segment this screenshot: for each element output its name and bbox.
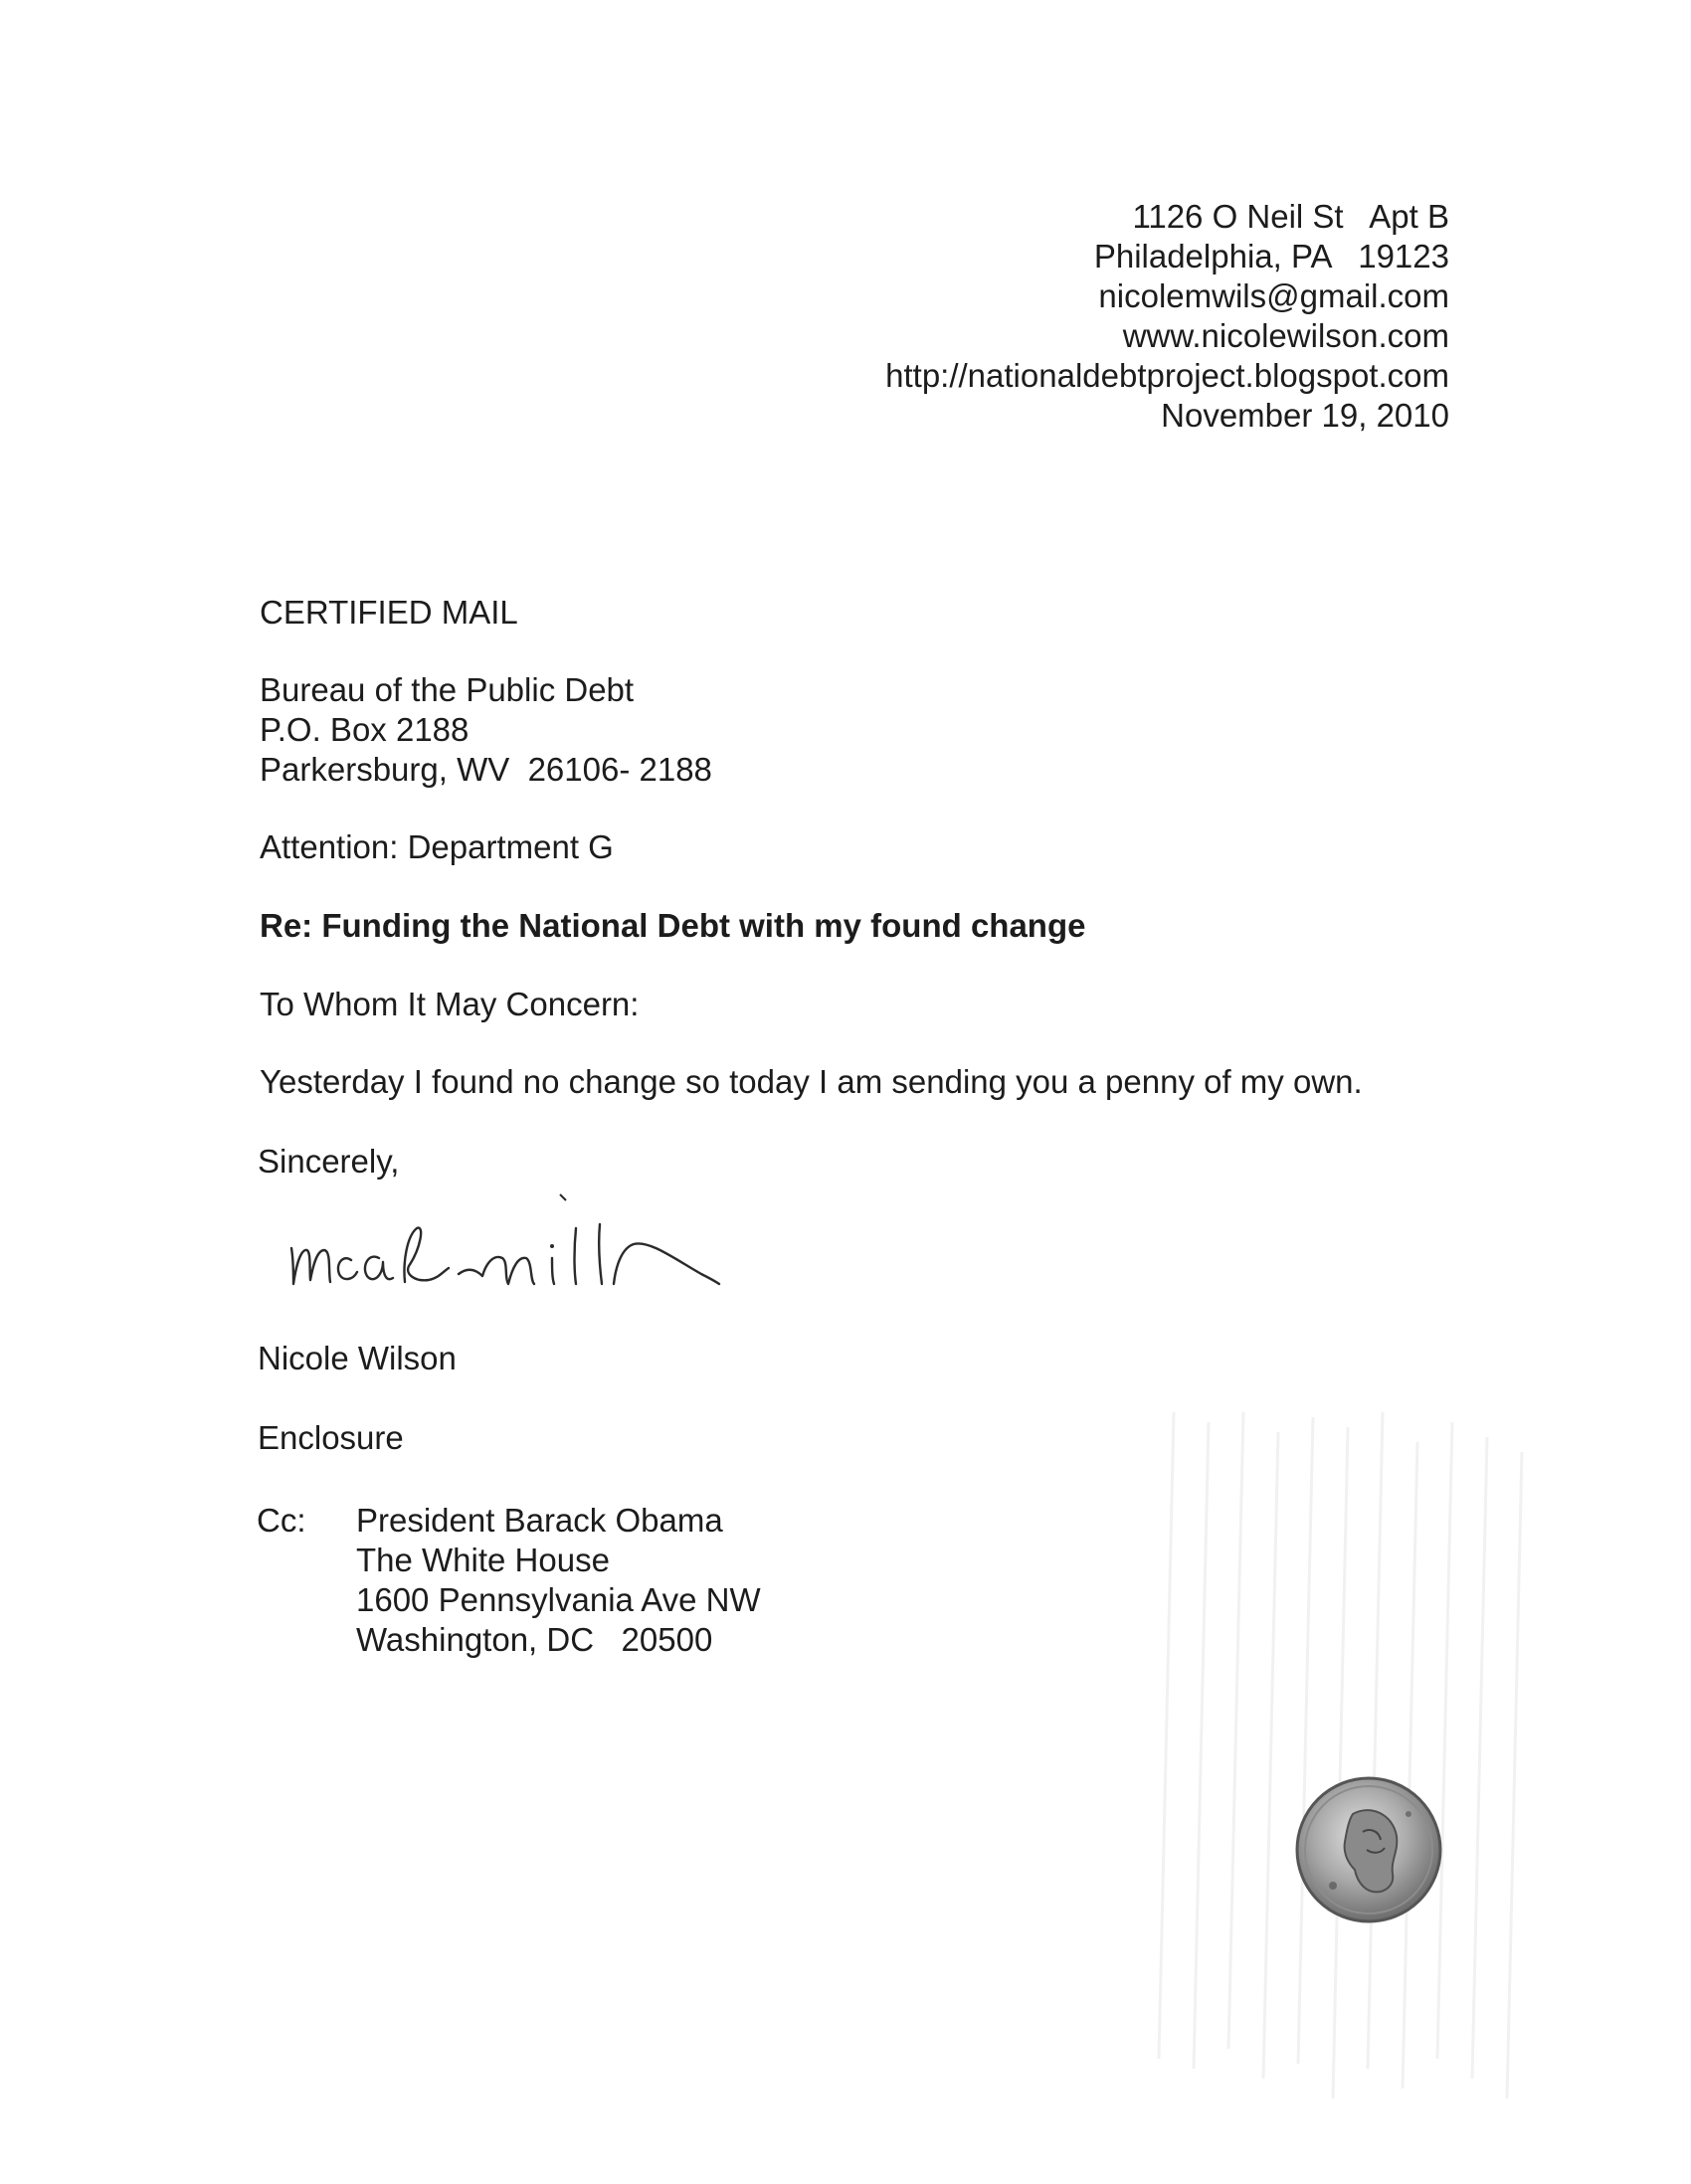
sender-blog: http://nationaldebtproject.blogspot.com: [885, 357, 1449, 394]
enclosure-line: Enclosure: [258, 1419, 404, 1456]
letter-date: November 19, 2010: [1161, 397, 1449, 434]
closing: Sincerely,: [258, 1143, 400, 1180]
sender-city: Philadelphia, PA 19123: [1093, 238, 1449, 274]
body-paragraph: Yesterday I found no change so today I am sending you a penny of my own.: [260, 1063, 1363, 1100]
sender-website: www.nicolewilson.com: [1122, 317, 1449, 354]
attention-line: Attention: Department G: [260, 828, 614, 865]
recipient-name: Bureau of the Public Debt: [260, 671, 635, 708]
sender-street: 1126 O Neil St Apt B: [1132, 198, 1449, 235]
cc-recipient-org: The White House: [356, 1542, 610, 1578]
recipient-po-box: P.O. Box 2188: [260, 711, 470, 748]
handwritten-signature: [283, 1188, 751, 1308]
sender-address-block: [885, 197, 1449, 436]
recipient-city: Parkersburg, WV 26106- 2188: [260, 751, 712, 788]
cc-label: Cc:: [257, 1502, 306, 1539]
cc-recipient-street: 1600 Pennsylvania Ave NW: [356, 1581, 761, 1618]
signer-name: Nicole Wilson: [258, 1340, 457, 1376]
signature-text: Nicole Wilson: [283, 1188, 290, 1189]
mail-type: CERTIFIED MAIL: [260, 594, 518, 631]
cc-recipient-block: [356, 1501, 761, 1660]
bleed-through-texture: [1154, 1412, 1572, 2108]
penny-coin-image: [1293, 1774, 1444, 1925]
cc-recipient-name: President Barack Obama: [356, 1502, 723, 1539]
sender-email: nicolemwils@gmail.com: [1098, 277, 1449, 314]
subject-line: Re: Funding the National Debt with my found change: [260, 907, 1086, 944]
salutation: To Whom It May Concern:: [260, 986, 640, 1022]
recipient-address-block: [260, 670, 712, 790]
cc-recipient-city: Washington, DC 20500: [356, 1621, 713, 1658]
